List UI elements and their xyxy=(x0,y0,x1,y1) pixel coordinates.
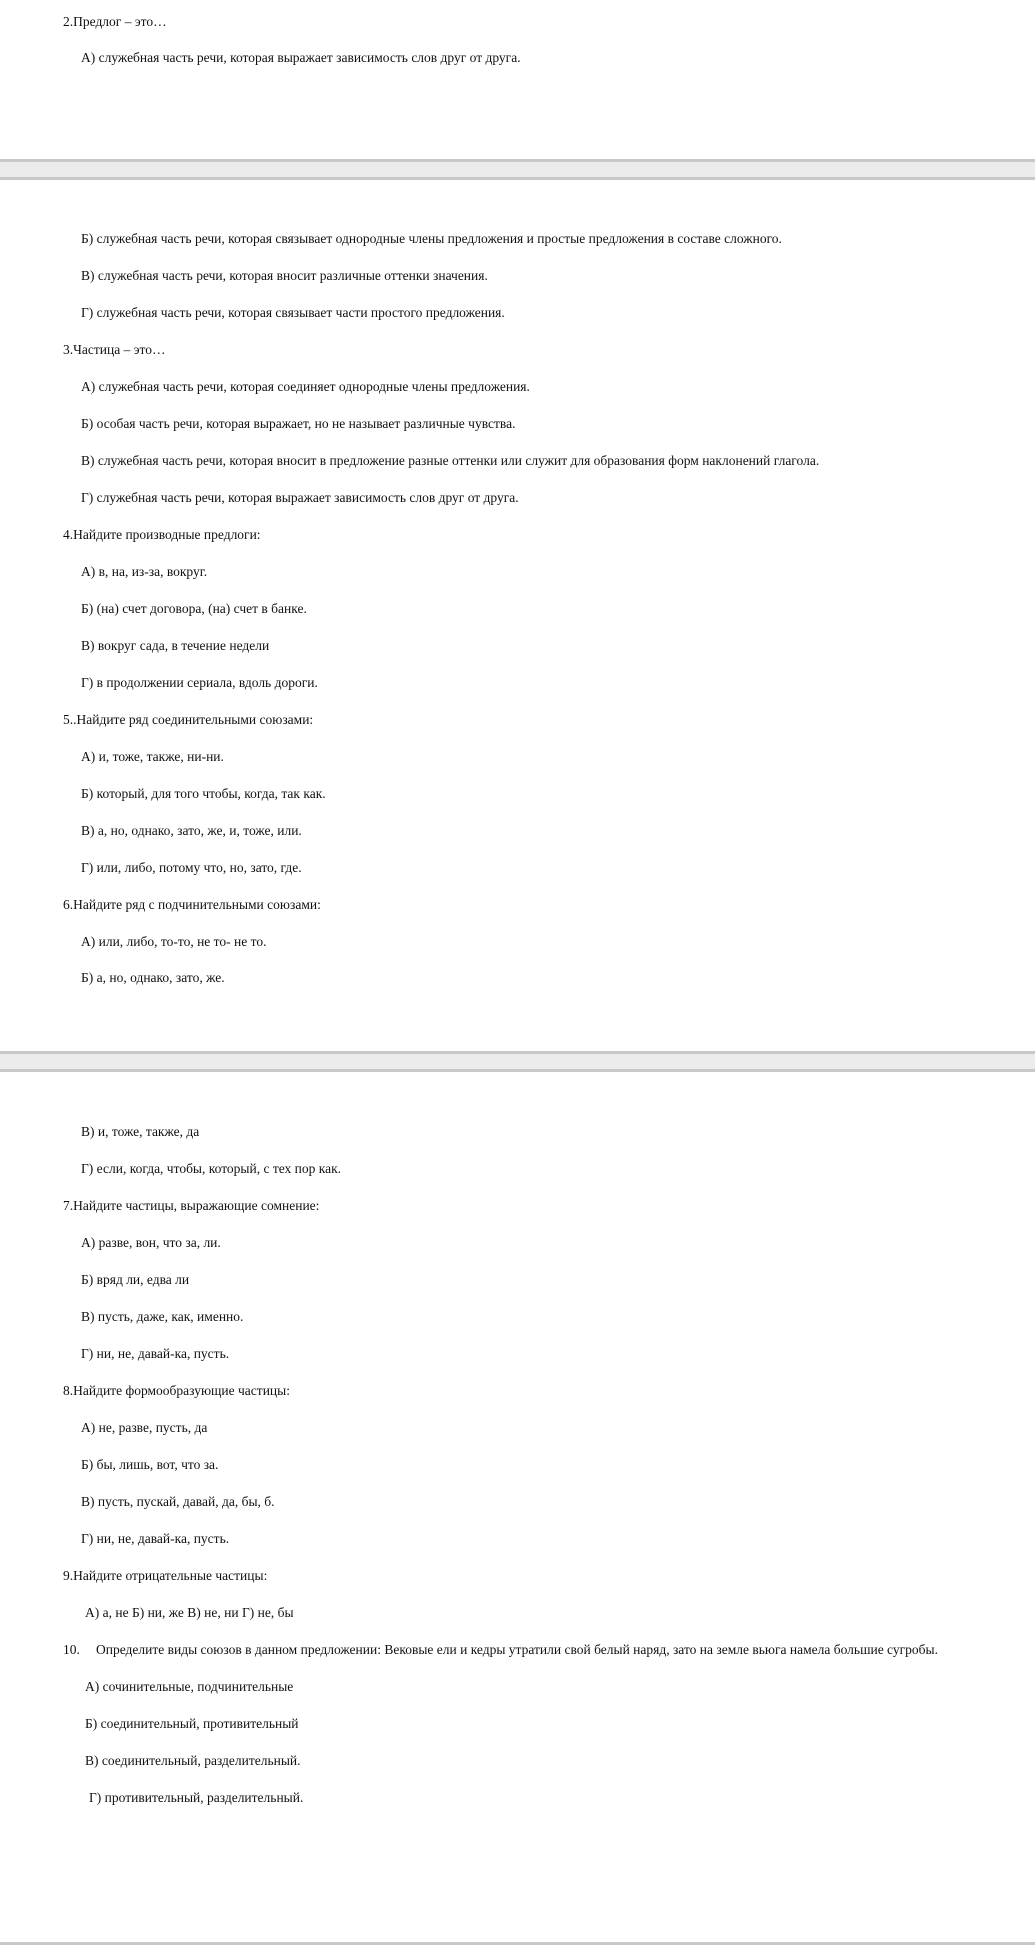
q8-option-c: В) пусть, пускай, давай, да, бы, б. xyxy=(81,1494,275,1509)
q7-option-d: Г) ни, не, давай-ка, пусть. xyxy=(81,1346,230,1361)
q5-option-a: А) и, тоже, также, ни-ни. xyxy=(81,749,224,764)
q8-option-b: Б) бы, лишь, вот, что за. xyxy=(81,1457,219,1472)
q3-option-d: Г) служебная часть речи, которая выражает зависимость слов друг от друга. xyxy=(81,490,519,505)
q6-option-c: В) и, тоже, также, да xyxy=(81,1124,200,1139)
q9-answers: А) а, не Б) ни, же В) не, ни Г) не, бы xyxy=(85,1605,294,1620)
q9-question: 9.Найдите отрицательные частицы: xyxy=(63,1568,268,1583)
q8-option-d: Г) ни, не, давай-ка, пусть. xyxy=(81,1531,230,1546)
q5-question: 5..Найдите ряд соединительными союзами: xyxy=(63,712,314,727)
q2-option-d: Г) служебная часть речи, которая связывает части простого предложения. xyxy=(81,305,505,320)
q8-question: 8.Найдите формообразующие частицы: xyxy=(63,1383,290,1398)
q2-option-c: В) служебная часть речи, которая вносит различные оттенки значения. xyxy=(81,268,488,283)
q10-number: 10. xyxy=(63,1642,80,1657)
q7-question: 7.Найдите частицы, выражающие сомнение: xyxy=(63,1198,320,1213)
page-bottom-edge xyxy=(0,1942,1035,1945)
q5-option-d: Г) или, либо, потому что, но, зато, где. xyxy=(81,860,302,875)
q10-option-c: В) соединительный, разделительный. xyxy=(85,1753,301,1768)
q7-option-b: Б) вряд ли, едва ли xyxy=(81,1272,190,1287)
q2-option-b: Б) служебная часть речи, которая связывает однородные члены предложения и простые предложения в составе сложного. xyxy=(81,231,782,246)
q10-option-b: Б) соединительный, противительный xyxy=(85,1716,299,1731)
q10-option-d: Г) противительный, разделительный. xyxy=(89,1790,304,1805)
q4-option-a: А) в, на, из-за, вокруг. xyxy=(81,564,208,579)
q8-option-a: А) не, разве, пусть, да xyxy=(81,1420,208,1435)
q10-question: Определите виды союзов в данном предложении: Вековые ели и кедры утратили свой белый наряд, зато на земле вьюга намела большие сугробы. xyxy=(96,1642,938,1657)
q3-option-a: А) служебная часть речи, которая соединяет однородные члены предложения. xyxy=(81,379,530,394)
q5-option-c: В) а, но, однако, зато, же, и, тоже, или. xyxy=(81,823,302,838)
q3-option-b: Б) особая часть речи, которая выражает, но не называет различные чувства. xyxy=(81,416,516,431)
page-separator xyxy=(0,1051,1035,1072)
q6-question: 6.Найдите ряд с подчинительными союзами: xyxy=(63,897,321,912)
q4-option-b: Б) (на) счет договора, (на) счет в банке. xyxy=(81,601,307,616)
q6-option-d: Г) если, когда, чтобы, который, с тех пор как. xyxy=(81,1161,342,1176)
q6-option-a: А) или, либо, то-то, не то- не то. xyxy=(81,934,267,949)
q2-option-a: А) служебная часть речи, которая выражает зависимость слов друг от друга. xyxy=(81,50,521,65)
page-separator xyxy=(0,159,1035,180)
q4-option-c: В) вокруг сада, в течение недели xyxy=(81,638,270,653)
q4-option-d: Г) в продолжении сериала, вдоль дороги. xyxy=(81,675,318,690)
q7-option-a: А) разве, вон, что за, ли. xyxy=(81,1235,221,1250)
q3-option-c: В) служебная часть речи, которая вносит в предложение разные оттенки или служит для образования форм наклонений глагола. xyxy=(81,453,820,468)
q2-question: 2.Предлог – это… xyxy=(63,14,167,29)
q6-option-b: Б) а, но, однако, зато, же. xyxy=(81,970,225,985)
q4-question: 4.Найдите производные предлоги: xyxy=(63,527,261,542)
q10-option-a: А) сочинительные, подчинительные xyxy=(85,1679,294,1694)
q5-option-b: Б) который, для того чтобы, когда, так как. xyxy=(81,786,326,801)
q7-option-c: В) пусть, даже, как, именно. xyxy=(81,1309,244,1324)
q3-question: 3.Частица – это… xyxy=(63,342,166,357)
